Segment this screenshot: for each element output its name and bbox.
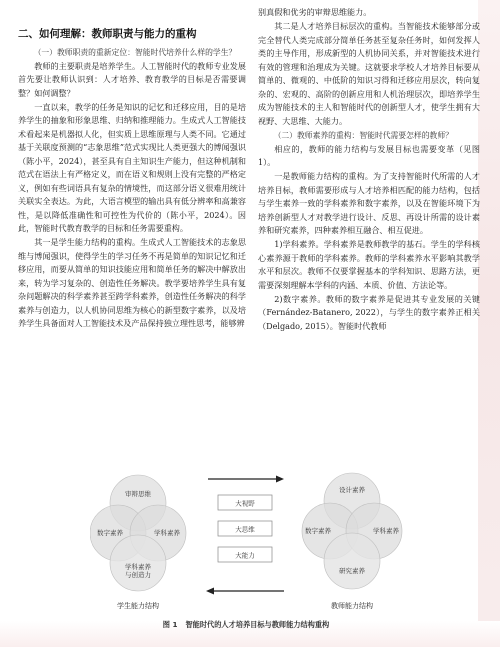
figure-caption: [0, 620, 500, 630]
goal-label: 大视野: [235, 499, 255, 508]
section-title: 二、如何理解：教师职责与能力的重构: [18, 28, 197, 40]
venn-label-line: 学科素养: [125, 563, 151, 571]
venn-label: 数字素养: [97, 529, 123, 537]
venn-circle: [324, 533, 380, 589]
paragraph: 1)学科素养。学科素养是教师教学的基石。学生的学科核心素养源于教师的学科素养。教师的学科素养水平影响其教学水平和层次。教师不仅要掌握基本的学科知识、思路方法，更需要深刻理解本学科的内涵、本质、价值、方法论等。: [258, 239, 480, 290]
venn-label: 设计素养: [339, 486, 365, 494]
teacher-structure-label: 教师能力结构: [331, 602, 373, 610]
background-decoration: [478, 0, 500, 647]
venn-label-multiline: [125, 562, 152, 579]
venn-label: 学科素养: [373, 527, 399, 535]
paragraph: 一直以来，教学的任务是知识的记忆和迁移应用，目的是培养学生的抽象和形象思维、归纳和推理能力。生成式人工智能技术看起来是机器拟人化，但实质上思维原理与人类不同。它通过基于关联度预测的“志象思维”范式实现比人类更强大的博闻强识（陈小平，2024），甚至具有自主知识生产能力，但这种机制和范式在语法上有严格定义，而在语义和规则上没有完整的严格定义，例如有些词语具有复杂的情境性，而这部分语义很难用统计关联实全表达。为此，大语言模型的输出具有低分辨率和高兼容性，是以降低准确性和可控性为代价的（陈小平，2024）。因此，智能时代教育教学的目标和任务需要重构。: [18, 101, 246, 233]
venn-label: 研究素养: [339, 567, 365, 575]
paragraph-continuation: 别真假和优劣的审辩思维能力。: [258, 7, 372, 17]
right-column: [258, 6, 480, 334]
student-structure-diagram: [90, 475, 186, 610]
arrow-head: [206, 588, 214, 595]
sub-heading: （二）教师素养的重构：智能时代需要怎样的教师？: [273, 130, 453, 140]
figure-title: 智能时代的人才培养目标与教师能力结构重构: [185, 620, 330, 629]
student-structure-label: 学生能力结构: [117, 602, 159, 610]
paragraph: 其一是学生能力结构的重构。生成式人工智能技术的志象思维与博闻强识，使得学生的学习任务不再是简单的知识记忆和迁移应用，而要从简单的知识技能应用和简单任务的解决中解放出来，转为学习复杂的、创造性任务解决。教学要培养学生具有复杂问题解决的科学素养甚至跨学科素养，创造性任务解决的科学素养与创造力，以人机协同思维为核心的新型数字素养，以及培养学生具备面对人工智能技术及产品保持独立理性思考，能够辨: [18, 237, 246, 328]
goal-label: 大思维: [235, 525, 255, 534]
venn-label-line: 与创造力: [125, 571, 151, 579]
venn-label: 学科素养: [154, 529, 180, 537]
venn-label: 数字素养: [305, 527, 331, 535]
goal-label: 大能力: [235, 551, 255, 560]
sub-heading: （一）教师职责的重新定位：智能时代培养什么样的学生？: [33, 47, 237, 57]
paragraph: 2)数字素养。教师的数字素养是促进其专业发展的关键（Fernández-Batanero, 2022），与学生的数字素养正相关（Delgado, 2015）。智能时代教师: [258, 293, 480, 331]
paragraph: 相应的，教师的能力结构与发展目标也需要变革（见图1）。: [258, 143, 480, 167]
figure-1: [90, 465, 430, 615]
venn-label: 审辩思维: [125, 490, 151, 498]
paragraph: 一是教师能力结构的重构。为了支持智能时代所需的人才培养目标，教师需要形成与人才培养相匹配的能力结构，包括与学生素养一致的学科素养和数字素养，以及在智能环境下为培养创新型人才对教学进行设计、反思、再设计所需的设计素养和研究素养，四种素养相互融合、相互促进。: [258, 171, 480, 235]
teacher-structure-diagram: [302, 473, 402, 610]
left-column: [18, 6, 246, 331]
paragraph: 教师的主要职责是培养学生。人工智能时代的教师专业发展首先要让教师认识到：人才培养、教育教学的目标是否需要调整？如何调整？: [18, 60, 246, 98]
figure-number: 图 1: [162, 620, 178, 629]
paragraph: 其二是人才培养目标层次的重构。当智能技术能够部分或完全替代人类完成部分简单任务甚至复杂任务时，如何发挥人类的主导作用，形成新型的人机协同关系，并对智能技术进行有效的管理和治理成为关键。这就要求学校人才培养目标要从简单的、微观的、中低阶的知识习得和迁移应用层次，转向复杂的、宏观的、高阶的创新应用和人机治理层次，即培养学生成为智能技术的主人和智能时代的创新型人才，使学生拥有大视野、大思维、大能力。: [258, 21, 480, 126]
arrow-head: [276, 476, 284, 483]
middle-boxes: [218, 495, 272, 562]
